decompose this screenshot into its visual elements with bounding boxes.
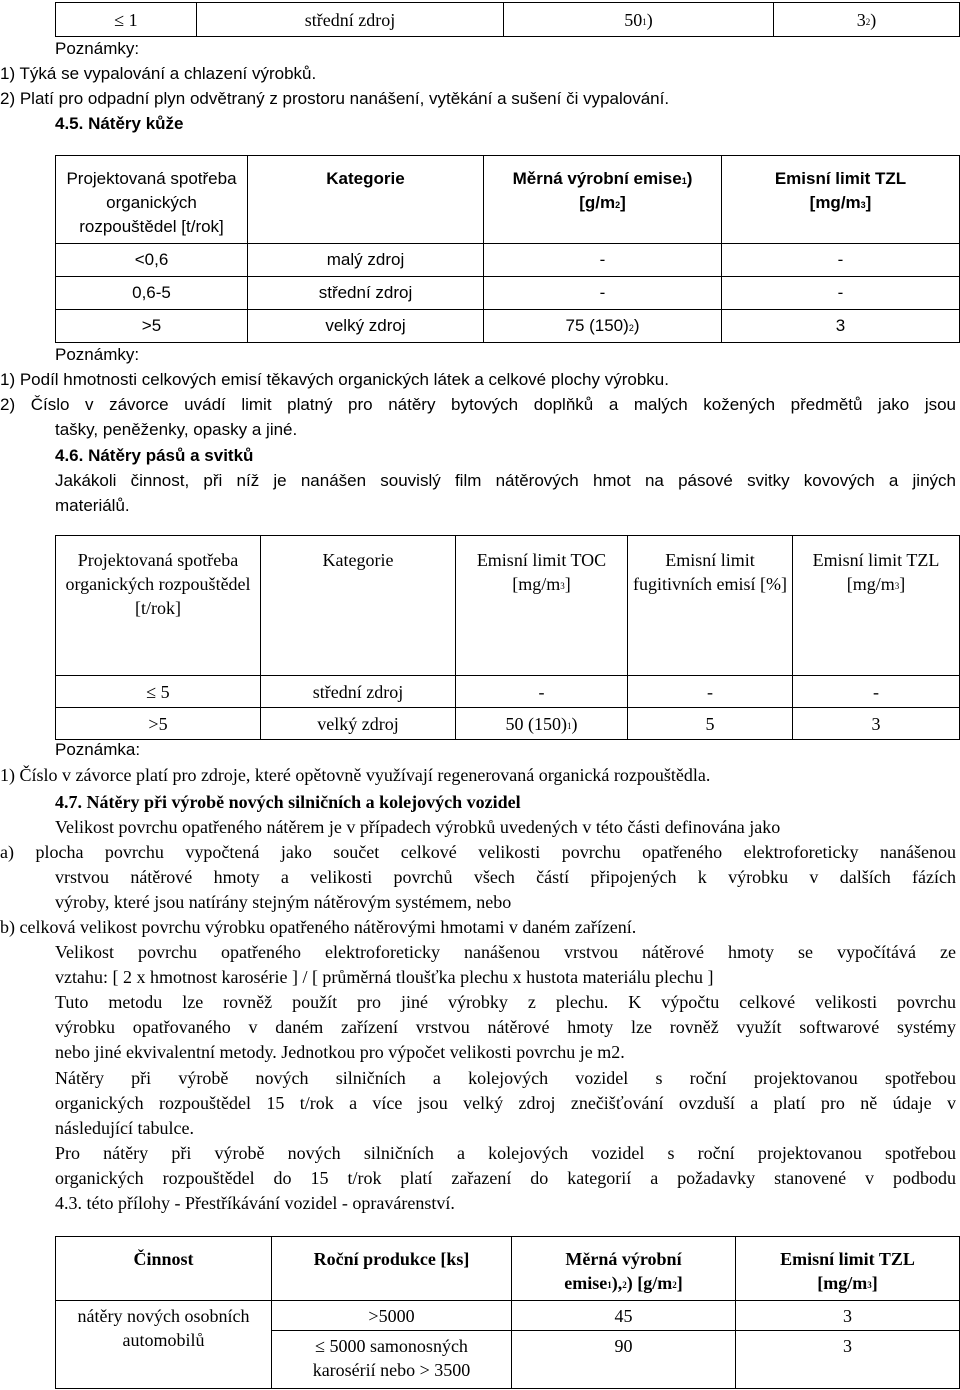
table-cell: >5 [56, 310, 248, 343]
paragraph: následující tabulce. [55, 1118, 194, 1138]
table-cell: - [793, 676, 960, 708]
column-header: Emisní limit TZL $[mg/m^3]$ [722, 156, 960, 244]
column-header: Emisní limit TZL $[mg/m^3]$ [736, 1237, 960, 1301]
paragraph: Nátěry při výrobě nových silničních a kolejových vozidel s roční projektovanou spotřebou [55, 1068, 956, 1088]
table-cell: nátěry nových osobních automobilů [56, 1301, 272, 1389]
table-cell: - [484, 244, 722, 277]
table-row [56, 676, 960, 708]
paragraph: vrstvou nátěrové hmoty a velikosti povrchů všech částí připojených k výrobku v dalších fázích [55, 867, 956, 887]
paragraph: organických rozpouštědel do 15 t/rok platí zařazení do kategorií a požadavky stanovené v podbodu [55, 1168, 956, 1188]
table-cell: ≤ 5 [56, 676, 261, 708]
table-cell: střední zdroj [248, 277, 484, 310]
table-cell: 90 [512, 1331, 736, 1389]
note: 2) Platí pro odpadní plyn odvětraný z prostoru nanášení, vytěkání a sušení či vypalování. [0, 89, 670, 108]
paragraph: výrobku opatřovaného v daném zařízení vrstvou nátěrové hmoty lze rovněž využít softwarové systémy [55, 1017, 956, 1037]
table-cell: velký zdroj [261, 708, 456, 740]
table-coil-coating [55, 535, 960, 740]
table-cell: - [722, 277, 960, 310]
table-cell: ≤ 5000 samonosných karosérií nebo > 3500 [272, 1331, 512, 1389]
notes-label: Poznámka: [55, 740, 141, 759]
note: tašky, peněženky, opasky a jiné. [55, 420, 298, 439]
table-cell: - [722, 244, 960, 277]
column-header: Měrná výrobní emise$^1$),$^2$) $[g/m^2]$ [512, 1237, 736, 1301]
paragraph: Jakákoli činnost, při níž je nanášen souvislý film nátěrových hmot na pásové svitky kovových a jiných [55, 471, 956, 490]
section-heading: 4.7. Nátěry při výrobě nových silničních a kolejových vozidel [55, 792, 521, 812]
table-cell: 3 [736, 1301, 960, 1331]
note: 2) Číslo v závorce uvádí limit platný pro nátěry bytových doplňků a malých kožených předmětů jako jsou [0, 395, 956, 414]
table-cell: $3^2$) [774, 3, 960, 37]
notes-label: Poznámky: [55, 345, 140, 364]
table-row [56, 310, 960, 343]
notes-label: Poznámky: [55, 39, 140, 58]
table-cell: 45 [512, 1301, 736, 1331]
note: 1) Týká se vypalování a chlazení výrobků. [0, 64, 317, 83]
note: 1) Číslo v závorce platí pro zdroje, které opětovně využívají regenerovaná organická rozpouštědla. [0, 765, 711, 785]
table-cell: ≤ 1 [56, 3, 197, 37]
section-heading: 4.5. Nátěry kůže [55, 114, 184, 133]
section-heading: 4.6. Nátěry pásů a svitků [55, 446, 254, 465]
table-cell: 75 $(150)^2$) [484, 310, 722, 343]
table-row [56, 708, 960, 740]
table-cell: 5 [628, 708, 793, 740]
table-row [56, 244, 960, 277]
column-header: Měrná výrobní emise$^1$) $[g/m^2]$ [484, 156, 722, 244]
table-row [56, 277, 960, 310]
column-header: Kategorie [248, 156, 484, 244]
column-header: Projektovaná spotřeba organických rozpouštědel [t/rok] [56, 536, 261, 676]
table-cell: >5000 [272, 1301, 512, 1331]
paragraph: Pro nátěry při výrobě nových silničních a kolejových vozidel s roční projektovanou spotřebou [55, 1143, 956, 1163]
table-cell: $50^1$) [504, 3, 774, 37]
column-header: Roční produkce [ks] [272, 1237, 512, 1301]
paragraph: Velikost povrchu opatřeného nátěrem je v případech výrobků uvedených v této části definována jako [55, 817, 781, 837]
table-cell: 3 [736, 1331, 960, 1389]
paragraph: organických rozpouštědel 15 t/rok a více jsou velký zdroj znečišťování ovzduší a platí pro ně údaje v [55, 1093, 956, 1113]
note: 1) Podíl hmotnosti celkových emisí těkavých organických látek a celkové plochy výrobku. [0, 370, 669, 389]
table-cell: 3 [793, 708, 960, 740]
table-cell: 3 [722, 310, 960, 343]
paragraph: 4.3. této přílohy - Přestříkávání vozidel - opravárenství. [55, 1193, 455, 1213]
table-cell: >5 [56, 708, 261, 740]
table-cell: střední zdroj [197, 3, 504, 37]
table-header-row [56, 1237, 960, 1301]
column-header: Emisní limit fugitivních emisí [%] [628, 536, 793, 676]
column-header: Činnost [56, 1237, 272, 1301]
column-header: Kategorie [261, 536, 456, 676]
paragraph: materiálů. [55, 496, 130, 515]
table-cell: 50 $(150)^1$) [456, 708, 628, 740]
table-cell: velký zdroj [248, 310, 484, 343]
column-header: Emisní limit TZL $[mg/m^3]$ [793, 536, 960, 676]
table-row [56, 3, 960, 37]
table-cell: - [484, 277, 722, 310]
table-cell: <0,6 [56, 244, 248, 277]
table-cell: 0,6-5 [56, 277, 248, 310]
column-header: Emisní limit TOC $[mg/m^3]$ [456, 536, 628, 676]
paragraph: a) plocha povrchu vypočtená jako součet celkové velikosti povrchu opatřeného elektroforeticky nanášenou [0, 842, 956, 862]
paragraph: Velikost povrchu opatřeného elektroforeticky nanášenou vrstvou nátěrové hmoty se vypočítává ze [55, 942, 956, 962]
column-header: Projektovaná spotřeba organických rozpouštědel [t/rok] [56, 156, 248, 244]
table-leather-coating [55, 155, 960, 343]
table-cell: - [456, 676, 628, 708]
table-header-row [56, 156, 960, 244]
paragraph: výroby, které jsou natírány stejným nátěrovým systémem, nebo [55, 892, 512, 912]
table-cell: - [628, 676, 793, 708]
table-header-row [56, 536, 960, 676]
table-cell: střední zdroj [261, 676, 456, 708]
table-row [56, 1301, 960, 1331]
paragraph: vztahu: [ 2 x hmotnost karosérie ] / [ průměrná tloušťka plechu x hustota materiálu plechu ] [55, 967, 714, 987]
table-cell: malý zdroj [248, 244, 484, 277]
paragraph: Tuto metodu lze rovněž použít pro jiné výrobky z plechu. K výpočtu celkové velikosti povrchu [55, 992, 956, 1012]
paragraph: nebo jiné ekvivalentní metody. Jednotkou pro výpočet velikosti povrchu je m2. [55, 1042, 625, 1062]
table-top-fragment [55, 2, 960, 37]
paragraph: b) celková velikost povrchu výrobku opatřeného nátěrovými hmotami v daném zařízení. [0, 917, 637, 937]
table-vehicle-coating [55, 1236, 960, 1389]
